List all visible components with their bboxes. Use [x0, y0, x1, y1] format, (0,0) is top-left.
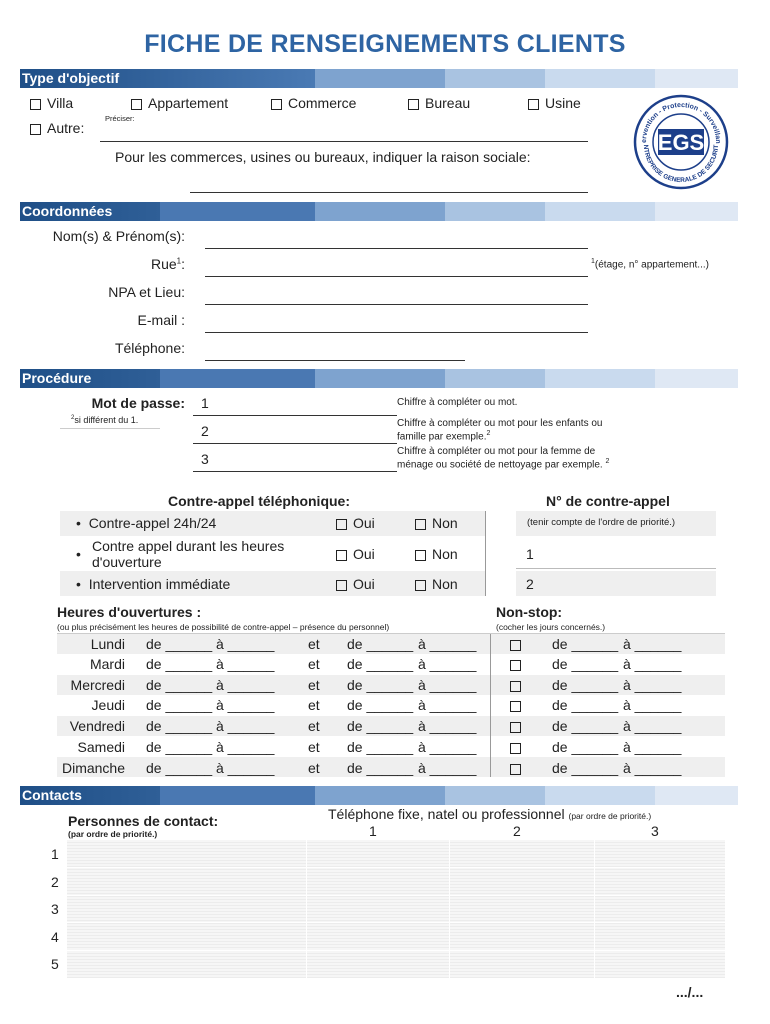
mot-de-passe-note: $^2$si différent du 1.: [71, 415, 139, 425]
phone-col-1: 1: [369, 823, 377, 839]
dimanche-nonstop-checkbox[interactable]: [510, 760, 527, 776]
password-number-1: 1: [201, 395, 209, 411]
day-label-samedi: Samedi: [77, 739, 125, 755]
contre-appel-number-cell-2: [516, 571, 716, 596]
non-checkbox-1[interactable]: Non: [415, 515, 458, 531]
checkbox-icon[interactable]: [131, 99, 142, 110]
logo-ring-top: ervention - Protection - Surveillan: [640, 101, 722, 144]
checkbox-icon[interactable]: [336, 519, 347, 530]
checkbox-icon[interactable]: [415, 550, 426, 561]
oui-checkbox-2[interactable]: Oui: [336, 546, 375, 562]
day-label-mercredi: Mercredi: [70, 677, 125, 693]
contact-row-3: 3: [51, 901, 59, 917]
checkbox-icon[interactable]: [528, 99, 539, 110]
samedi-a-3[interactable]: à ______: [623, 739, 682, 755]
password-desc-2b: famille par exemple.$^2$: [397, 430, 491, 443]
day-label-vendredi: Vendredi: [69, 718, 125, 734]
dimanche-a-2[interactable]: à ______: [418, 760, 477, 776]
day-label-mardi: Mardi: [89, 656, 125, 672]
nonstop-subtitle: (cocher les jours concernés.): [496, 622, 606, 632]
vendredi-a-3[interactable]: à ______: [623, 718, 682, 734]
mercredi-a-2[interactable]: à ______: [418, 677, 477, 693]
samedi-nonstop-checkbox[interactable]: [510, 739, 527, 755]
contact-row-4: 4: [51, 929, 59, 945]
oui-checkbox-3[interactable]: Oui: [336, 576, 375, 592]
checkbox-icon[interactable]: [510, 743, 521, 754]
jeudi-a-3[interactable]: à ______: [623, 697, 682, 713]
dimanche-de-2[interactable]: de ______: [347, 760, 414, 776]
nom-input-line[interactable]: [205, 248, 588, 249]
heures-title: Heures d'ouvertures :: [57, 604, 202, 620]
email-input-line[interactable]: [205, 332, 588, 333]
checkbox-usine[interactable]: Usine: [528, 95, 581, 111]
mercredi-de-2[interactable]: de ______: [347, 677, 414, 693]
jeudi-de-1[interactable]: de ______: [146, 697, 213, 713]
section-band-contacts: [20, 786, 738, 805]
checkbox-icon[interactable]: [271, 99, 282, 110]
lundi-et: et: [308, 636, 320, 652]
vendredi-de-3[interactable]: de ______: [552, 718, 619, 734]
contact-row-2: 2: [51, 874, 59, 890]
preciser-label: Préciser:: [105, 114, 135, 123]
vendredi-et: et: [308, 718, 320, 734]
mercredi-et: et: [308, 677, 320, 693]
mardi-de-2[interactable]: de ______: [347, 656, 414, 672]
section-title-contacts: Contacts: [22, 787, 82, 803]
contact-grid-row-divider-4: [67, 950, 725, 951]
lundi-nonstop-checkbox[interactable]: [510, 636, 527, 652]
section-band-objectif: [20, 69, 738, 88]
dimanche-de-1[interactable]: de ______: [146, 760, 213, 776]
heures-subtitle: (ou plus précisément les heures de possibilité de contre-appel – présence du personnel): [57, 622, 390, 632]
samedi-de-1[interactable]: de ______: [146, 739, 213, 755]
mercredi-nonstop-checkbox[interactable]: [510, 677, 527, 693]
contre-appel-number-1: 1: [526, 546, 534, 562]
mardi-et: et: [308, 656, 320, 672]
password-desc-3b: ménage ou société de nettoyage par exemple. $^2$: [397, 458, 610, 471]
checkbox-icon[interactable]: [336, 550, 347, 561]
npa-input-line[interactable]: [205, 304, 588, 305]
heures-divider: [490, 634, 491, 777]
samedi-a-1[interactable]: à ______: [216, 739, 275, 755]
rue-label: Rue$^1$:: [150, 256, 185, 272]
jeudi-nonstop-checkbox[interactable]: [510, 697, 527, 713]
mot-de-passe-label: Mot de passe:: [91, 395, 185, 411]
telephone-label: Téléphone:: [114, 340, 185, 356]
lundi-de-1[interactable]: de ______: [146, 636, 213, 652]
password-desc-2a: Chiffre à compléter ou mot pour les enfants ou: [397, 418, 603, 429]
checkbox-commerce[interactable]: Commerce: [271, 95, 356, 111]
vendredi-de-1[interactable]: de ______: [146, 718, 213, 734]
raison-sociale-input-line[interactable]: [190, 192, 588, 193]
phone-col-3: 3: [651, 823, 659, 839]
personnes-contact-subtitle: (par ordre de priorité.): [68, 829, 158, 839]
samedi-a-2[interactable]: à ______: [418, 739, 477, 755]
jeudi-a-1[interactable]: à ______: [216, 697, 275, 713]
vendredi-nonstop-checkbox[interactable]: [510, 718, 527, 734]
contact-grid-row-divider-3: [67, 922, 725, 923]
contact-grid-row-divider-2: [67, 895, 725, 896]
nonstop-title: Non-stop:: [496, 604, 563, 620]
section-title-coordonnees: Coordonnées: [22, 203, 113, 219]
lundi-a-2[interactable]: à ______: [418, 636, 477, 652]
jeudi-de-2[interactable]: de ______: [347, 697, 414, 713]
section-title-procedure: Procédure: [22, 370, 92, 386]
day-label-jeudi: Jeudi: [91, 697, 125, 713]
checkbox-icon[interactable]: [510, 640, 521, 651]
egs-logo: [632, 93, 730, 191]
mardi-a-3[interactable]: à ______: [623, 656, 682, 672]
contre-appel-title: Contre-appel téléphonique:: [168, 493, 350, 509]
checkbox-icon[interactable]: [510, 722, 521, 733]
checkbox-bureau[interactable]: Bureau: [408, 95, 470, 111]
contre-appel-divider: [485, 511, 486, 596]
numero-contre-appel-title: N° de contre-appel: [546, 493, 670, 509]
section-band-coordonnees: [20, 202, 738, 221]
vendredi-de-2[interactable]: de ______: [347, 718, 414, 734]
lundi-a-1[interactable]: à ______: [216, 636, 275, 652]
checkbox-icon[interactable]: [510, 701, 521, 712]
contre-appel-number-line-1[interactable]: [516, 568, 716, 569]
mardi-nonstop-checkbox[interactable]: [510, 656, 527, 672]
dimanche-de-3[interactable]: de ______: [552, 760, 619, 776]
logo-text: EGS: [657, 130, 705, 155]
checkbox-icon[interactable]: [30, 99, 41, 110]
contact-grid-col-divider-1: [306, 840, 307, 978]
email-label: E-mail :: [137, 312, 185, 328]
samedi-et: et: [308, 739, 320, 755]
checkbox-icon[interactable]: [510, 660, 521, 671]
dimanche-a-1[interactable]: à ______: [216, 760, 275, 776]
contre-appel-item-3: • Intervention immédiate: [76, 576, 231, 592]
contact-row-1: 1: [51, 846, 59, 862]
mercredi-a-3[interactable]: à ______: [623, 677, 682, 693]
mercredi-a-1[interactable]: à ______: [216, 677, 275, 693]
day-label-lundi: Lundi: [90, 636, 125, 652]
jeudi-a-2[interactable]: à ______: [418, 697, 477, 713]
contact-grid-row-divider-1: [67, 867, 725, 868]
password-desc-1: Chiffre à compléter ou mot.: [397, 397, 518, 408]
oui-checkbox-1[interactable]: Oui: [336, 515, 375, 531]
page-title: FICHE DE RENSEIGNEMENTS CLIENTS: [144, 30, 626, 58]
logo-ring-bottom: NTREPRISE GENERALE DE SECURIT: [641, 144, 721, 185]
lundi-de-3[interactable]: de ______: [552, 636, 619, 652]
non-checkbox-3[interactable]: Non: [415, 576, 458, 592]
rue-note: $^1$(étage, n° appartement...): [591, 258, 709, 271]
section-band-procedure: [20, 369, 738, 388]
telephone-contact-title: Téléphone fixe, natel ou professionnel (par ordre de priorité.): [328, 806, 652, 822]
day-label-dimanche: Dimanche: [61, 760, 125, 776]
contact-grid: [67, 840, 725, 978]
telephone-input-line[interactable]: [205, 360, 465, 361]
contact-grid-col-divider-3: [594, 840, 595, 978]
vendredi-a-2[interactable]: à ______: [418, 718, 477, 734]
personnes-contact-title: Personnes de contact:: [68, 813, 219, 829]
contact-row-5: 5: [51, 956, 59, 972]
password-input-line-1[interactable]: [193, 415, 397, 416]
mardi-a-1[interactable]: à ______: [216, 656, 275, 672]
nom-label: Nom(s) & Prénom(s):: [52, 228, 185, 244]
mercredi-de-3[interactable]: de ______: [552, 677, 619, 693]
lundi-de-2[interactable]: de ______: [347, 636, 414, 652]
dimanche-et: et: [308, 760, 320, 776]
checkbox-icon[interactable]: [510, 681, 521, 692]
dimanche-a-3[interactable]: à ______: [623, 760, 682, 776]
password-input-line-3[interactable]: [193, 471, 397, 472]
section-title-objectif: Type d'objectif: [22, 70, 120, 86]
lundi-a-3[interactable]: à ______: [623, 636, 682, 652]
checkbox-icon[interactable]: [408, 99, 419, 110]
contre-appel-priority-note: (tenir compte de l'ordre de priorité.): [527, 517, 676, 528]
contact-grid-col-divider-2: [449, 840, 450, 978]
password-number-2: 2: [201, 423, 209, 439]
checkbox-icon[interactable]: [30, 124, 41, 135]
vendredi-a-1[interactable]: à ______: [216, 718, 275, 734]
jeudi-et: et: [308, 697, 320, 713]
checkbox-villa[interactable]: Villa: [30, 95, 73, 111]
raison-sociale-label: Pour les commerces, usines ou bureaux, indiquer la raison sociale:: [115, 149, 531, 165]
checkbox-appartement[interactable]: Appartement: [131, 95, 228, 111]
jeudi-de-3[interactable]: de ______: [552, 697, 619, 713]
npa-label: NPA et Lieu:: [108, 284, 185, 300]
mardi-de-1[interactable]: de ______: [146, 656, 213, 672]
contre-appel-item-1: • Contre-appel 24h/24: [76, 515, 217, 531]
checkbox-autre[interactable]: Autre:: [30, 120, 84, 136]
checkbox-icon[interactable]: [336, 580, 347, 591]
note-divider: [60, 428, 160, 429]
password-desc-3a: Chiffre à compléter ou mot pour la femme de: [397, 446, 596, 457]
checkbox-icon[interactable]: [510, 764, 521, 775]
autre-input-line[interactable]: [100, 141, 588, 142]
password-number-3: 3: [201, 451, 209, 467]
samedi-de-3[interactable]: de ______: [552, 739, 619, 755]
samedi-de-2[interactable]: de ______: [347, 739, 414, 755]
page-continuation: .../...: [676, 984, 704, 1000]
phone-col-2: 2: [513, 823, 521, 839]
mercredi-de-1[interactable]: de ______: [146, 677, 213, 693]
rue-input-line[interactable]: [205, 276, 588, 277]
password-input-line-2[interactable]: [193, 443, 397, 444]
non-checkbox-2[interactable]: Non: [415, 546, 458, 562]
contre-appel-number-2: 2: [526, 576, 534, 592]
mardi-de-3[interactable]: de ______: [552, 656, 619, 672]
mardi-a-2[interactable]: à ______: [418, 656, 477, 672]
checkbox-icon[interactable]: [415, 519, 426, 530]
checkbox-icon[interactable]: [415, 580, 426, 591]
